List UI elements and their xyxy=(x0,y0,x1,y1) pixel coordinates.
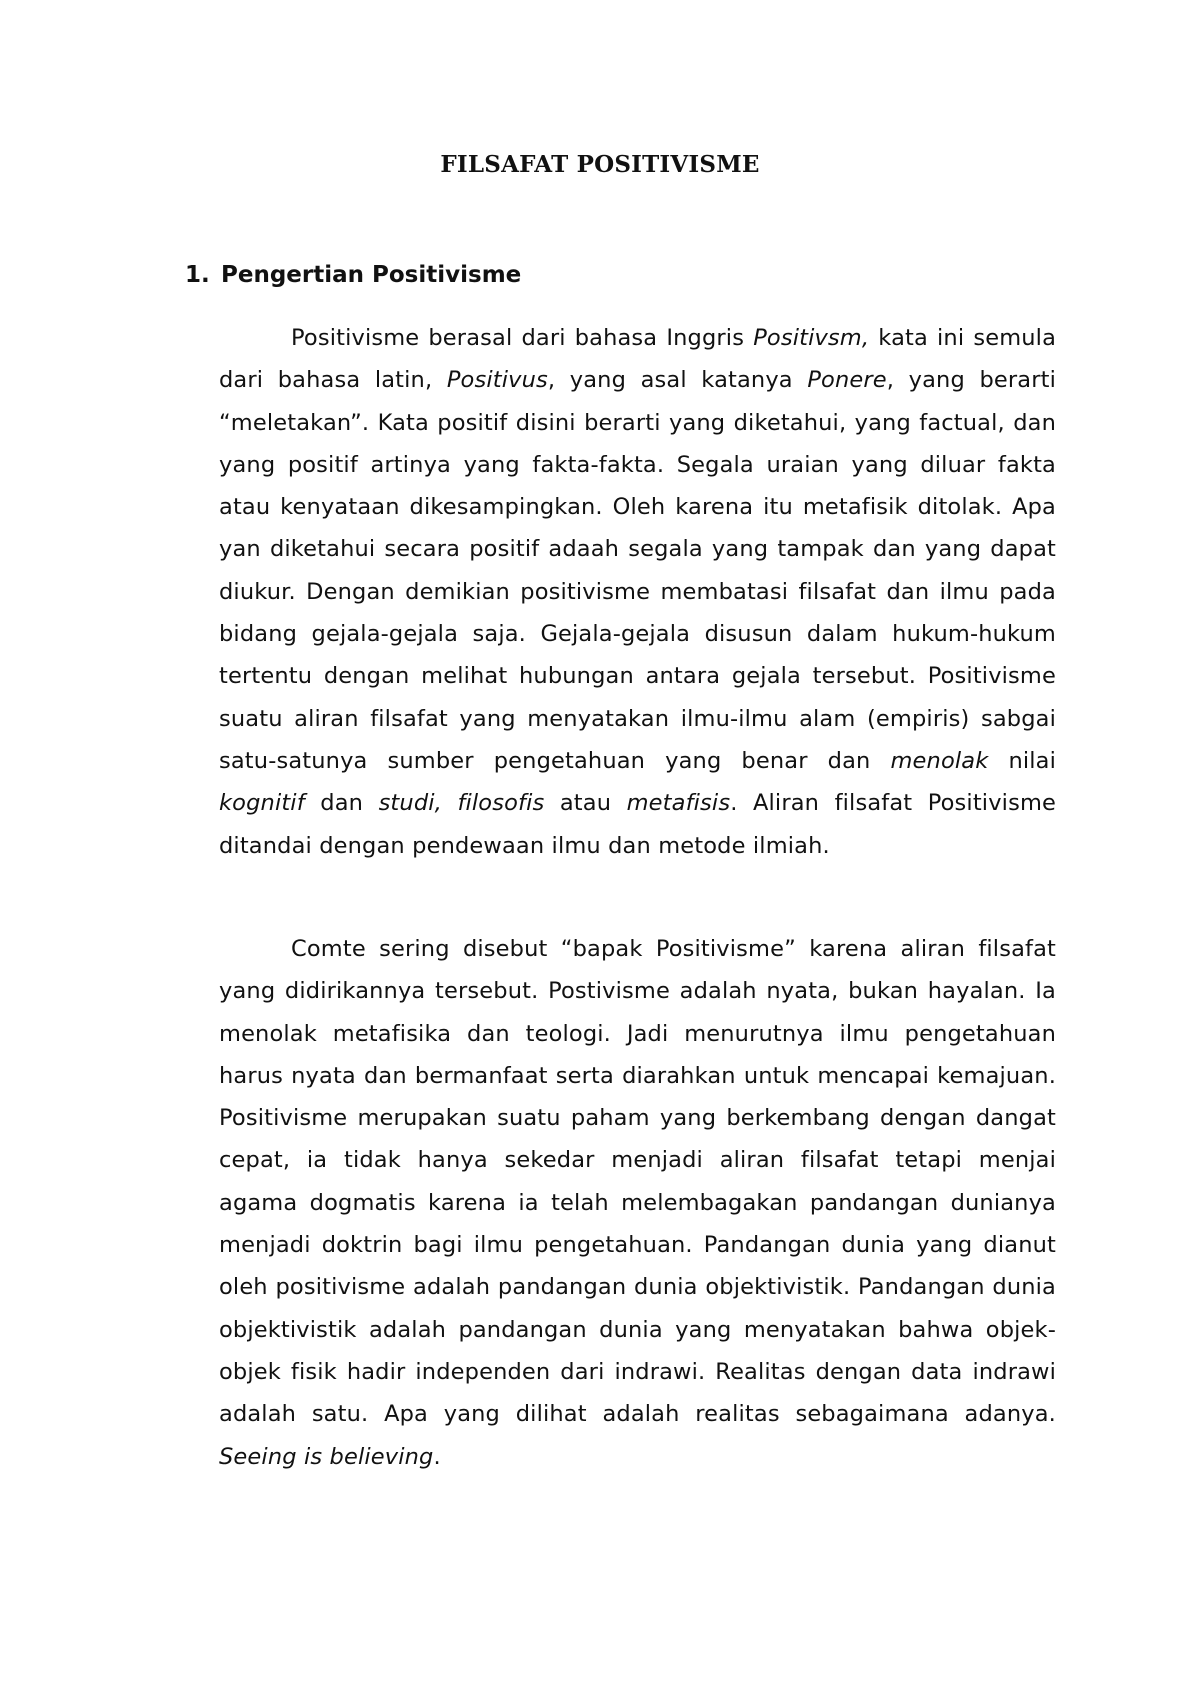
section-number: 1. xyxy=(185,262,210,288)
text-segment: . Aliran filsafat Positivisme ditandai dengan pendewaan ilmu dan metode ilmiah. xyxy=(219,790,1056,859)
italic-term: Positivus xyxy=(446,367,548,394)
text-segment: dan xyxy=(304,790,379,817)
text-segment: Comte sering disebut “bapak Positivisme” karena aliran filsafat yang didirikannya tersebut. Postivisme adalah nyata, bukan hayalan. Ia menolak metafisika dan teologi. Jadi menurutnya ilmu pengetahuan harus nyata dan bermanfaat serta diarahkan untuk mencapai kemajuan. Positivisme merupakan suatu paham yang berkembang dengan dangat cepat, ia tidak hanya sekedar menjadi aliran filsafat tetapi menjai agama dogmatis karena ia telah melembagakan pandangan dunianya menjadi doktrin bagi ilmu pengetahuan. Pandangan dunia yang dianut oleh positivisme adalah pandangan dunia objektivistik. Pandangan dunia objektivistik adalah pandangan dunia yang menyatakan bahwa objek-objek fisik hadir independen dari indrawi. Realitas dengan data indrawi adalah satu. Apa yang dilihat adalah realitas sebagaimana adanya. xyxy=(219,936,1056,1428)
text-segment: . xyxy=(433,1443,441,1470)
italic-term: menolak xyxy=(890,747,989,774)
text-segment: , yang berarti “meletakan”. Kata positif disini berarti yang diketahui, yang factual, dan yang positif artinya yang fakta-fakta. Segala uraian yang diluar fakta atau kenyataan dikesampingkan. Oleh karena itu metafisik ditolak. Apa yan diketahui secara positif adaah segala yang tampak dan yang dapat diukur. Dengan demikian positivisme membatasi filsafat dan ilmu pada bidang gejala-gejala saja. Gejala-gejala disusun dalam hukum-hukum tertentu dengan melihat hubungan antara gejala tersebut. Positivisme suatu aliran filsafat yang menyatakan ilmu-ilmu alam (empiris) sabgai satu-satunya sumber pengetahuan yang benar dan xyxy=(219,367,1056,774)
paragraph-1 xyxy=(219,317,1056,867)
section-heading-text: Pengertian Positivisme xyxy=(221,262,522,288)
text-segment: nilai xyxy=(988,747,1056,774)
text-segment: kata ini semula dari bahasa latin, xyxy=(219,325,1057,394)
text-segment: , yang asal katanya xyxy=(547,367,808,394)
italic-term: studi, filosofis xyxy=(378,790,545,817)
document-title: FILSAFAT POSITIVISME xyxy=(440,151,760,178)
paragraph-2 xyxy=(219,928,1056,1478)
italic-term: Positivsm, xyxy=(753,325,870,351)
italic-term: Seeing is believing xyxy=(219,1443,434,1470)
text-segment: Positivisme berasal dari bahasa Inggris xyxy=(291,325,754,351)
italic-term: Ponere xyxy=(807,367,887,394)
text-segment: atau xyxy=(544,790,627,817)
italic-term: kognitif xyxy=(219,790,305,817)
italic-term: metafisis xyxy=(626,790,731,817)
section-heading xyxy=(185,258,521,292)
